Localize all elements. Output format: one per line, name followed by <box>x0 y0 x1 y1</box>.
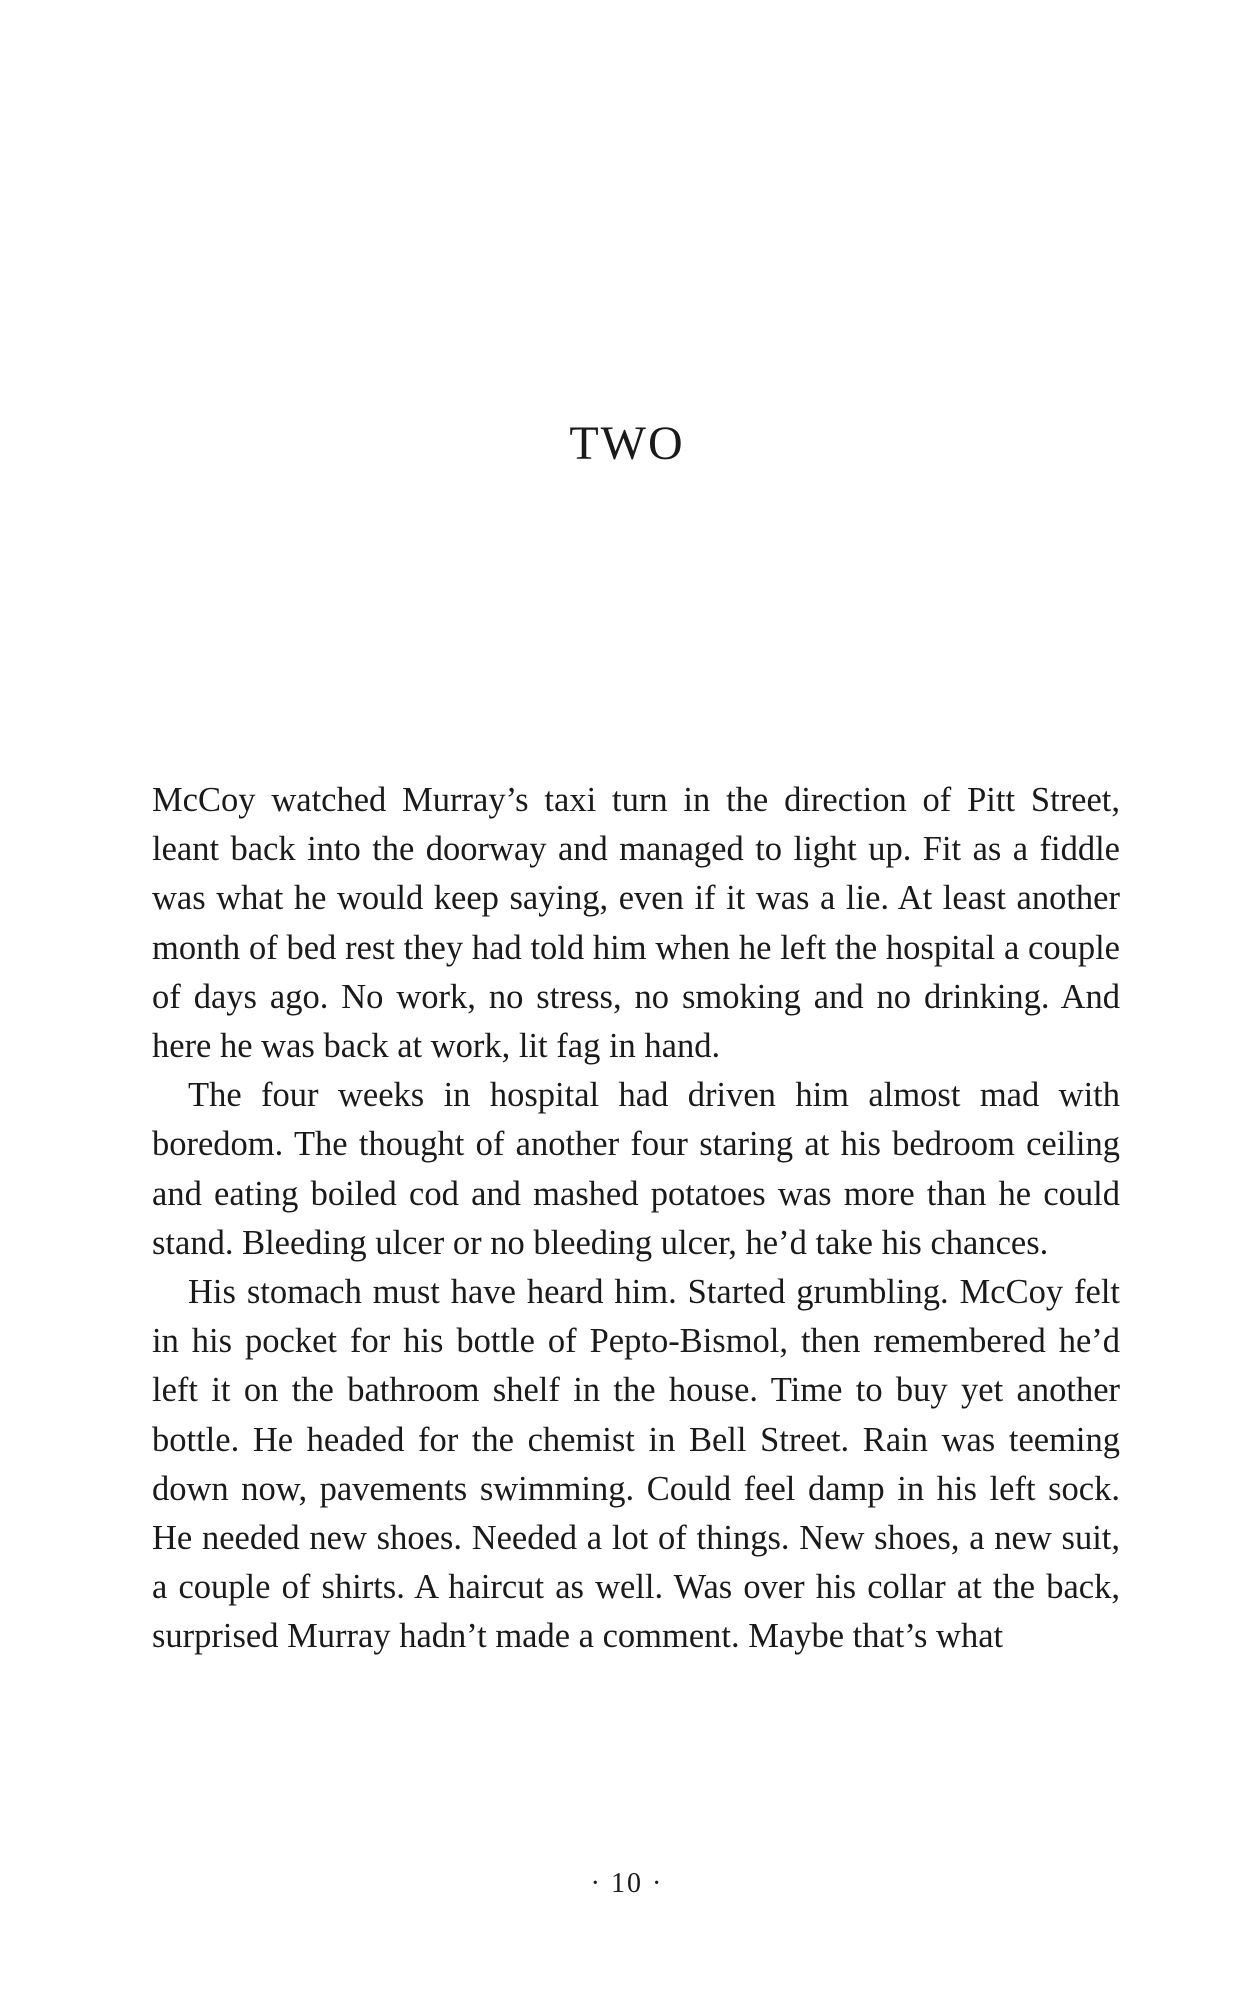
page-number: · 10 · <box>590 1868 664 1899</box>
paragraph: McCoy watched Murray’s taxi turn in the direction of Pitt Street, leant back into the doorway and managed to light up. Fit as a fiddle was what he would keep saying, even if it was a lie. At least another month of bed rest they had told him when he left the hospital a couple of days ago. No work, no stress, no smoking and no drinking. And here he was back at work, lit fag in hand. <box>152 781 1120 1066</box>
chapter-body <box>152 776 1120 1662</box>
chapter-title: TWO <box>569 417 685 470</box>
paragraph: His stomach must have heard him. Started grumbling. McCoy felt in his pocket for his bottle of Pepto-Bismol, then remembered he’d left it on the bathroom shelf in the house. Time to buy yet another bottle. He headed for the chemist in Bell Street. Rain was teeming down now, pavements swimming. Could feel damp in his left sock. He needed new shoes. Needed a lot of things. New shoes, a new suit, a couple of shirts. A haircut as well. Was over his collar at the back, surprised Murray hadn’t made a comment. Maybe that’s what <box>152 1273 1120 1656</box>
paragraph: The four weeks in hospital had driven him almost mad with boredom. The thought of another four staring at his bedroom ceiling and eating boiled cod and mashed potatoes was more than he could stand. Bleeding ulcer or no bleeding ulcer, he’d take his chances. <box>152 1076 1120 1262</box>
